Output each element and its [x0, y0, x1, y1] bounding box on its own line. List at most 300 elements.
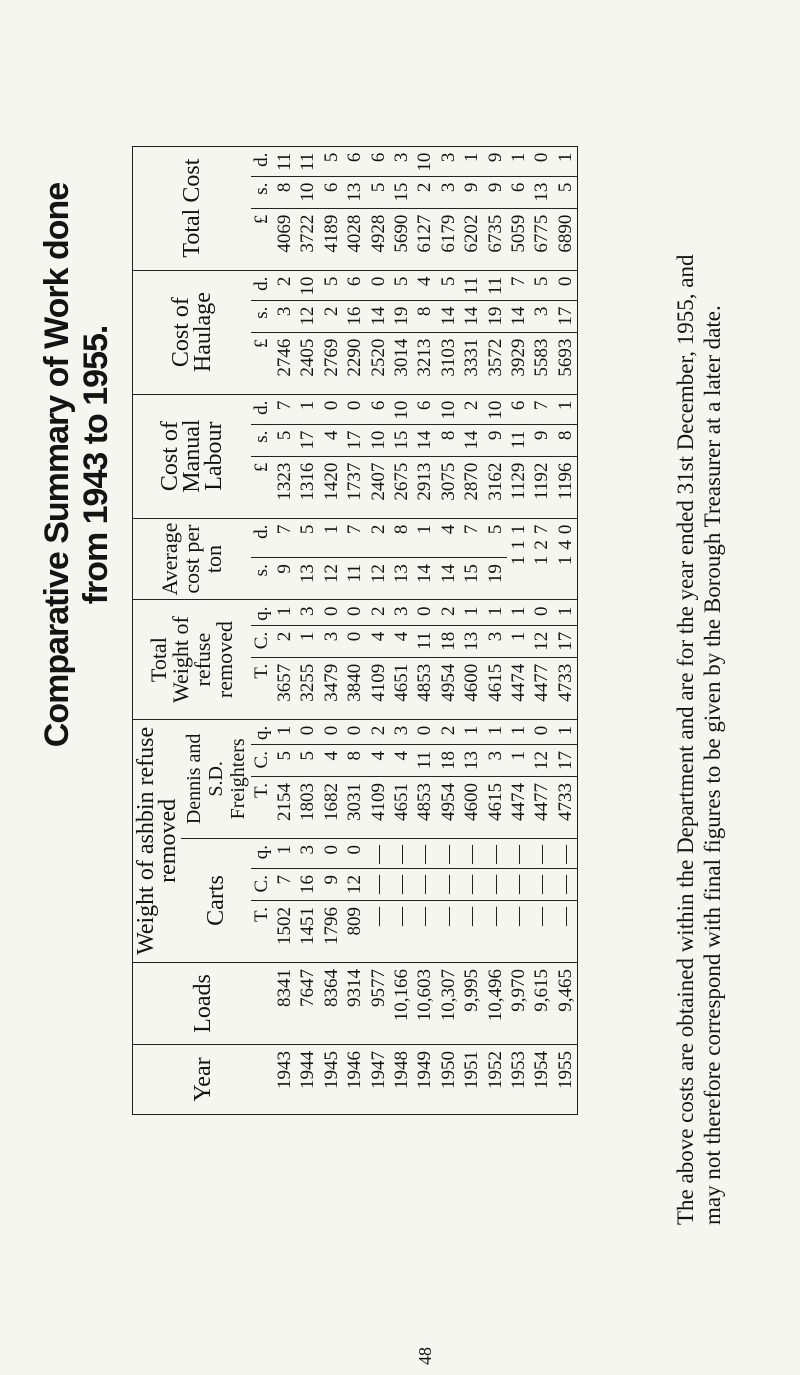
- cell-carts: —: [507, 839, 530, 869]
- cell-carts: —: [367, 839, 390, 869]
- cell-loads: 9314: [343, 963, 366, 1045]
- table-row: [554, 146, 578, 1114]
- cell-haulage: 4: [413, 270, 436, 300]
- cell-cost: 9: [460, 176, 483, 208]
- cell-total: 17: [554, 625, 578, 657]
- cell-dennis: 0: [413, 719, 436, 744]
- unit-dennis-t: T.: [251, 777, 273, 839]
- cell-carts: —: [413, 901, 436, 963]
- cell-avg-s: 9: [273, 558, 296, 600]
- cell-avg-s: 12: [367, 558, 390, 600]
- table-row: [367, 146, 390, 1114]
- cell-cost: 11: [296, 146, 319, 176]
- cell-haulage: 5: [320, 270, 343, 300]
- cell-manual: 2: [460, 394, 483, 424]
- cell-manual: 2913: [413, 456, 436, 518]
- unit-total-c: C.: [251, 625, 273, 657]
- cell-avg: [530, 518, 553, 600]
- cell-dennis: 4109: [367, 777, 390, 839]
- footnote-line-1: The above costs are obtained within the Department and are for the year ended 31st December, 1955, and: [673, 254, 698, 1225]
- cell-manual: 7: [273, 394, 296, 424]
- cell-dennis: 4477: [530, 777, 553, 839]
- cell-cost: 5: [320, 146, 343, 176]
- cell-cost: 6: [367, 146, 390, 176]
- cell-manual: 6: [367, 394, 390, 424]
- cell-carts: —: [507, 901, 530, 963]
- cell-dennis: 4: [390, 745, 413, 777]
- cell-avg-s: 13: [390, 558, 413, 600]
- cell-cost: 8: [273, 176, 296, 208]
- cell-total: 1: [554, 600, 578, 625]
- unit-cost-pound: £: [251, 208, 273, 270]
- cell-haulage: 3213: [413, 332, 436, 394]
- cell-haulage: 5693: [554, 332, 578, 394]
- unit-manual-s: s.: [251, 424, 273, 456]
- header-weight-group: Weight of ashbin refuse removed: [133, 719, 182, 962]
- cell-carts: —: [554, 901, 578, 963]
- unit-total-t: T.: [251, 657, 273, 719]
- footnote-line-2: may not therefore correspond with final figures to be given by the Borough Treasurer at a later date.: [700, 305, 725, 1225]
- cell-haulage: 2769: [320, 332, 343, 394]
- cell-cost: 3: [437, 146, 460, 176]
- cell-manual: 17: [343, 424, 366, 456]
- cell-avg-part: 7: [531, 524, 553, 535]
- cell-haulage: 0: [367, 270, 390, 300]
- cell-dennis: 3: [390, 719, 413, 744]
- cell-year: 1951: [460, 1045, 483, 1115]
- cell-year: 1947: [367, 1045, 390, 1115]
- cell-total: 4109: [367, 657, 390, 719]
- cell-manual: 6: [413, 394, 436, 424]
- unit-cost-d: d.: [251, 146, 273, 176]
- cell-avg-s: 14: [437, 558, 460, 600]
- unit-dennis-q: q.: [251, 719, 273, 744]
- cell-carts: 7: [273, 869, 296, 901]
- cell-total: 1: [296, 625, 319, 657]
- cell-manual: 1323: [273, 456, 296, 518]
- cell-manual: 9: [530, 424, 553, 456]
- cell-total: 13: [460, 625, 483, 657]
- cell-manual: 1737: [343, 456, 366, 518]
- cell-haulage: 3: [273, 300, 296, 332]
- cell-cost: 9: [484, 146, 507, 176]
- unit-carts-q: q.: [251, 839, 273, 869]
- cell-dennis: 4651: [390, 777, 413, 839]
- cell-cost: 4069: [273, 208, 296, 270]
- cell-carts: —: [390, 839, 413, 869]
- cell-total: 11: [413, 625, 436, 657]
- cell-avg-s: 19: [484, 558, 507, 600]
- cell-loads: 10,166: [390, 963, 413, 1045]
- cell-total: 3: [296, 600, 319, 625]
- unit-total-q: q.: [251, 600, 273, 625]
- cell-haulage: 2520: [367, 332, 390, 394]
- cell-dennis: 2154: [273, 777, 296, 839]
- cell-carts: —: [367, 901, 390, 963]
- cell-year: 1948: [390, 1045, 413, 1115]
- cell-total: 3: [484, 625, 507, 657]
- cell-haulage: 11: [484, 270, 507, 300]
- cell-dennis: 18: [437, 745, 460, 777]
- cell-carts: —: [437, 901, 460, 963]
- cell-haulage: 3929: [507, 332, 530, 394]
- cell-dennis: 4954: [437, 777, 460, 839]
- page-title: Comparative Summary of Work done from 1943 to 1955.: [38, 182, 115, 748]
- cell-year: 1952: [484, 1045, 507, 1115]
- table-row: [507, 146, 530, 1114]
- cell-haulage: 14: [460, 300, 483, 332]
- cell-avg-part: 1: [508, 524, 530, 535]
- cell-haulage: 17: [554, 300, 578, 332]
- cell-loads: 9,465: [554, 963, 578, 1045]
- cell-dennis: 2: [367, 719, 390, 744]
- cell-cost: 5: [554, 176, 578, 208]
- table-row: [460, 146, 483, 1114]
- cell-carts: 0: [343, 839, 366, 869]
- cell-manual: 8: [437, 424, 460, 456]
- table-row: [413, 146, 436, 1114]
- cell-avg-s: 14: [413, 558, 436, 600]
- cell-year: 1949: [413, 1045, 436, 1115]
- cell-cost: 15: [390, 176, 413, 208]
- cell-dennis: 13: [460, 745, 483, 777]
- cell-dennis: 5: [296, 745, 319, 777]
- cell-year: 1950: [437, 1045, 460, 1115]
- cell-total: 4474: [507, 657, 530, 719]
- cell-carts: 809: [343, 901, 366, 963]
- cell-cost: 10: [296, 176, 319, 208]
- cell-carts: —: [437, 839, 460, 869]
- cell-cost: 4189: [320, 208, 343, 270]
- cell-dennis: 1: [507, 745, 530, 777]
- cell-avg-d: 1: [320, 518, 343, 558]
- cell-avg-d: 8: [390, 518, 413, 558]
- cell-dennis: 2: [437, 719, 460, 744]
- cell-haulage: 8: [413, 300, 436, 332]
- cell-carts: —: [460, 869, 483, 901]
- cell-dennis: 5: [273, 745, 296, 777]
- cell-avg: [507, 518, 530, 600]
- cell-total: 0: [320, 600, 343, 625]
- cell-manual: 10: [390, 394, 413, 424]
- cell-cost: 13: [530, 176, 553, 208]
- cell-total: 4: [367, 625, 390, 657]
- cell-total: 2: [367, 600, 390, 625]
- cell-dennis: 1: [460, 719, 483, 744]
- cell-manual: 7: [530, 394, 553, 424]
- cell-manual: 0: [320, 394, 343, 424]
- cell-avg-s: 11: [343, 558, 366, 600]
- cell-total: 3255: [296, 657, 319, 719]
- table-row: [320, 146, 343, 1114]
- cell-year: 1955: [554, 1045, 578, 1115]
- table-row: [484, 146, 507, 1114]
- cell-manual: 1: [296, 394, 319, 424]
- cell-haulage: 2290: [343, 332, 366, 394]
- header-total-weight: Total Weight of refuse removed: [133, 600, 252, 719]
- cell-manual: 14: [460, 424, 483, 456]
- cell-carts: —: [484, 869, 507, 901]
- cell-manual: 4: [320, 424, 343, 456]
- cell-carts: —: [460, 839, 483, 869]
- table-row: [296, 146, 319, 1114]
- cell-year: 1943: [273, 1045, 296, 1115]
- cell-cost: 3: [390, 146, 413, 176]
- cell-carts: —: [530, 901, 553, 963]
- cell-haulage: 2: [320, 300, 343, 332]
- cell-year: 1954: [530, 1045, 553, 1115]
- cell-total: 3657: [273, 657, 296, 719]
- cell-cost: 11: [273, 146, 296, 176]
- header-average: Average cost per ton: [133, 518, 252, 600]
- unit-carts-t: T.: [251, 901, 273, 963]
- cell-carts: —: [530, 869, 553, 901]
- cell-manual: 1316: [296, 456, 319, 518]
- cell-total: 1: [507, 625, 530, 657]
- cell-manual: 8: [554, 424, 578, 456]
- cell-total: 0: [530, 600, 553, 625]
- cell-carts: —: [484, 901, 507, 963]
- cell-cost: 6890: [554, 208, 578, 270]
- footnote: [672, 255, 726, 1225]
- cell-total: 3840: [343, 657, 366, 719]
- cell-cost: 1: [460, 146, 483, 176]
- cell-cost: 6: [507, 176, 530, 208]
- cell-cost: 4928: [367, 208, 390, 270]
- cell-avg-part: 1: [531, 555, 553, 566]
- cell-haulage: 14: [507, 300, 530, 332]
- cell-haulage: 5: [390, 270, 413, 300]
- cell-avg-part: 0: [554, 524, 576, 535]
- cell-dennis: 4474: [507, 777, 530, 839]
- cell-avg-d: 1: [413, 518, 436, 558]
- cell-carts: —: [390, 901, 413, 963]
- cell-dennis: 4600: [460, 777, 483, 839]
- cell-cost: 9: [484, 176, 507, 208]
- cell-avg-part: 1: [508, 555, 530, 566]
- cell-dennis: 0: [320, 719, 343, 744]
- cell-loads: 9,995: [460, 963, 483, 1045]
- cell-manual: 17: [296, 424, 319, 456]
- cell-dennis: 4: [320, 745, 343, 777]
- table-row: [390, 146, 413, 1114]
- cell-haulage: 3572: [484, 332, 507, 394]
- cell-cost: 3722: [296, 208, 319, 270]
- cell-total: 18: [437, 625, 460, 657]
- cell-haulage: 5: [437, 270, 460, 300]
- cell-avg-s: 12: [320, 558, 343, 600]
- cell-total: 12: [530, 625, 553, 657]
- header-dennis: Dennis and S.D. Freighters: [181, 719, 251, 838]
- cell-carts: 9: [320, 869, 343, 901]
- cell-total: 4477: [530, 657, 553, 719]
- cell-dennis: 0: [530, 719, 553, 744]
- cell-carts: —: [390, 869, 413, 901]
- cell-avg-s: 13: [296, 558, 319, 600]
- cell-carts: —: [413, 869, 436, 901]
- cell-total: 3479: [320, 657, 343, 719]
- cell-total: 4954: [437, 657, 460, 719]
- cell-manual: 1420: [320, 456, 343, 518]
- cell-avg-d: 5: [296, 518, 319, 558]
- cell-manual: 1129: [507, 456, 530, 518]
- cell-cost: 5059: [507, 208, 530, 270]
- cell-manual: 3075: [437, 456, 460, 518]
- header-total-cost: Total Cost: [133, 146, 252, 270]
- header-carts: Carts: [181, 839, 251, 963]
- cell-manual: 10: [437, 394, 460, 424]
- header-loads: Loads: [133, 963, 274, 1045]
- cell-year: 1946: [343, 1045, 366, 1115]
- unit-avg-s: s.: [251, 558, 273, 600]
- header-manual: Cost of Manual Labour: [133, 394, 252, 518]
- cell-carts: 1: [273, 839, 296, 869]
- summary-table: [132, 146, 578, 1115]
- cell-dennis: 4733: [554, 777, 578, 839]
- cell-cost: 2: [413, 176, 436, 208]
- cell-manual: 9: [484, 424, 507, 456]
- header-haulage: Cost of Haulage: [133, 270, 252, 394]
- unit-avg-d: d.: [251, 518, 273, 558]
- cell-cost: 6127: [413, 208, 436, 270]
- cell-dennis: 1682: [320, 777, 343, 839]
- cell-haulage: 3014: [390, 332, 413, 394]
- cell-haulage: 6: [343, 270, 366, 300]
- cell-manual: 0: [343, 394, 366, 424]
- cell-haulage: 3: [530, 300, 553, 332]
- cell-cost: 6179: [437, 208, 460, 270]
- cell-manual: 1192: [530, 456, 553, 518]
- cell-cost: 6202: [460, 208, 483, 270]
- cell-dennis: 12: [530, 745, 553, 777]
- cell-year: 1953: [507, 1045, 530, 1115]
- cell-manual: 10: [484, 394, 507, 424]
- table-body: [273, 146, 578, 1114]
- cell-loads: 7647: [296, 963, 319, 1045]
- cell-dennis: 11: [413, 745, 436, 777]
- table-header: [133, 146, 274, 1114]
- table-row: [343, 146, 366, 1114]
- cell-carts: —: [554, 839, 578, 869]
- cell-dennis: 0: [343, 719, 366, 744]
- cell-haulage: 14: [367, 300, 390, 332]
- cell-dennis: 1803: [296, 777, 319, 839]
- cell-loads: 10,603: [413, 963, 436, 1045]
- cell-avg-part: 4: [554, 540, 576, 550]
- cell-haulage: 11: [460, 270, 483, 300]
- cell-dennis: 4: [367, 745, 390, 777]
- cell-total: 4600: [460, 657, 483, 719]
- cell-carts: 3: [296, 839, 319, 869]
- cell-cost: 3: [437, 176, 460, 208]
- cell-cost: 0: [530, 146, 553, 176]
- cell-carts: —: [530, 839, 553, 869]
- cell-haulage: 5583: [530, 332, 553, 394]
- unit-haulage-pound: £: [251, 332, 273, 394]
- cell-haulage: 5: [530, 270, 553, 300]
- cell-haulage: 16: [343, 300, 366, 332]
- unit-haulage-s: s.: [251, 300, 273, 332]
- cell-haulage: 3331: [460, 332, 483, 394]
- cell-haulage: 2: [273, 270, 296, 300]
- cell-carts: 0: [320, 839, 343, 869]
- unit-manual-d: d.: [251, 394, 273, 424]
- cell-total: 0: [413, 600, 436, 625]
- cell-avg-part: 1: [554, 555, 576, 566]
- cell-dennis: 0: [296, 719, 319, 744]
- cell-total: 3: [320, 625, 343, 657]
- cell-total: 2: [273, 625, 296, 657]
- cell-haulage: 2405: [296, 332, 319, 394]
- cell-year: 1944: [296, 1045, 319, 1115]
- cell-total: 1: [507, 600, 530, 625]
- cell-cost: 5690: [390, 208, 413, 270]
- cell-loads: 10,307: [437, 963, 460, 1045]
- cell-total: 1: [273, 600, 296, 625]
- cell-haulage: 19: [484, 300, 507, 332]
- cell-avg-d: 7: [343, 518, 366, 558]
- cell-haulage: 0: [554, 270, 578, 300]
- cell-total: 2: [437, 600, 460, 625]
- cell-loads: 9,615: [530, 963, 553, 1045]
- cell-avg-d: 7: [460, 518, 483, 558]
- cell-total: 0: [343, 625, 366, 657]
- cell-total: 1: [484, 600, 507, 625]
- unit-carts-c: C.: [251, 869, 273, 901]
- cell-cost: 6775: [530, 208, 553, 270]
- cell-carts: —: [554, 869, 578, 901]
- cell-manual: 2407: [367, 456, 390, 518]
- cell-carts: 1796: [320, 901, 343, 963]
- cell-cost: 6: [320, 176, 343, 208]
- cell-cost: 13: [343, 176, 366, 208]
- cell-total: 4651: [390, 657, 413, 719]
- cell-dennis: 8: [343, 745, 366, 777]
- cell-carts: 12: [343, 869, 366, 901]
- cell-manual: 3162: [484, 456, 507, 518]
- cell-carts: —: [413, 839, 436, 869]
- header-year: Year: [133, 1045, 274, 1115]
- cell-manual: 10: [367, 424, 390, 456]
- unit-cost-s: s.: [251, 176, 273, 208]
- cell-cost: 1: [554, 146, 578, 176]
- cell-carts: —: [484, 839, 507, 869]
- cell-total: 4: [390, 625, 413, 657]
- cell-loads: 9577: [367, 963, 390, 1045]
- cell-manual: 2675: [390, 456, 413, 518]
- cell-loads: 10,496: [484, 963, 507, 1045]
- cell-total: 3: [390, 600, 413, 625]
- table-row: [273, 146, 296, 1114]
- cell-manual: 1196: [554, 456, 578, 518]
- cell-cost: 6: [343, 146, 366, 176]
- cell-loads: 8364: [320, 963, 343, 1045]
- cell-dennis: 3: [484, 745, 507, 777]
- cell-dennis: 1: [484, 719, 507, 744]
- cell-haulage: 2746: [273, 332, 296, 394]
- cell-haulage: 10: [296, 270, 319, 300]
- cell-haulage: 7: [507, 270, 530, 300]
- cell-cost: 6735: [484, 208, 507, 270]
- page-number: 48: [415, 1347, 435, 1365]
- cell-total: 4853: [413, 657, 436, 719]
- cell-avg-part: 1: [508, 540, 530, 550]
- cell-avg-d: 4: [437, 518, 460, 558]
- cell-avg-part: 2: [531, 540, 553, 550]
- cell-carts: —: [460, 901, 483, 963]
- cell-avg: [554, 518, 578, 600]
- cell-avg-d: 7: [273, 518, 296, 558]
